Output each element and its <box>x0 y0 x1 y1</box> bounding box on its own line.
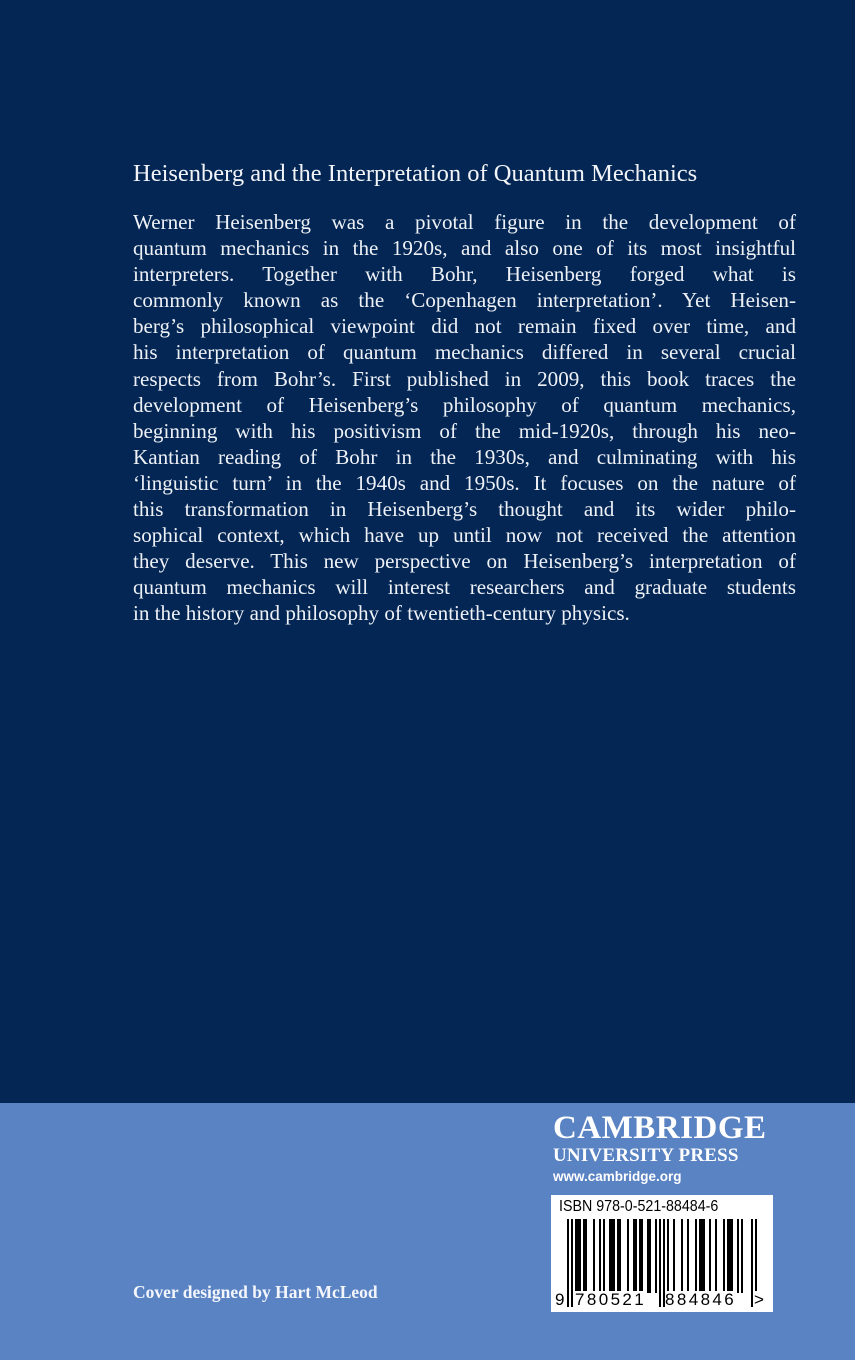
blurb-line: Werner Heisenberg was a pivotal figure in the development of <box>133 210 796 234</box>
barcode-bar <box>585 1219 587 1293</box>
barcode-bar <box>639 1219 641 1293</box>
barcode-bar <box>667 1219 669 1293</box>
barcode-bar <box>695 1219 697 1293</box>
barcode-bar <box>609 1219 611 1293</box>
barcode-bar <box>611 1219 613 1293</box>
barcode-bar <box>617 1219 619 1293</box>
blurb-line: this transformation in Heisenberg’s thought and its wider philo- <box>133 497 796 522</box>
barcode-bar <box>727 1219 729 1293</box>
barcode-bar <box>641 1219 643 1293</box>
cover-credit: Cover designed by Hart McLeod <box>133 1282 378 1302</box>
ean-right-digits: 884846 <box>665 1290 737 1309</box>
barcode-bar <box>583 1219 585 1293</box>
barcode-bar <box>635 1219 637 1293</box>
barcode-bar <box>681 1219 683 1293</box>
barcode-bar <box>687 1219 689 1293</box>
barcode-bar <box>659 1219 661 1307</box>
barcode-bar <box>737 1219 739 1293</box>
barcode-bar <box>701 1219 703 1293</box>
barcode-bar <box>593 1219 595 1293</box>
blurb-line: development of Heisenberg’s philosophy of quantum mechanics, <box>133 392 796 417</box>
barcode-bar <box>647 1219 649 1293</box>
blurb-line: quantum mechanics in the 1920s, and also one of its most insightful <box>133 236 796 261</box>
barcode-bar <box>699 1219 701 1293</box>
barcode-bar <box>731 1219 733 1293</box>
barcode-bar <box>603 1219 605 1293</box>
blurb-line: respects from Bohr’s. First published in 2009, this book traces the <box>133 366 796 391</box>
barcode-bar <box>703 1219 705 1293</box>
barcode-bar <box>599 1219 601 1293</box>
barcode-bar <box>571 1219 573 1307</box>
barcode-bar <box>751 1219 753 1307</box>
barcode-bar <box>567 1219 569 1307</box>
barcode-bar <box>715 1219 717 1293</box>
blurb-line: his interpretation of quantum mechanics differed in several crucial <box>133 340 796 365</box>
blurb-line: berg’s philosophical viewpoint did not remain fixed over time, and <box>133 314 796 339</box>
ean-arrow: > <box>754 1290 764 1309</box>
blurb-line: quantum mechanics will interest researchers and graduate students <box>133 575 796 600</box>
blurb-line: Kantian reading of Bohr in the 1930s, and culminating with his <box>133 444 796 469</box>
barcode-bar <box>655 1219 657 1293</box>
publisher-logo <box>553 1110 775 1186</box>
barcode-bar <box>741 1219 743 1293</box>
isbn-label: ISBN 978-0-521-88484-6 <box>559 1198 719 1215</box>
barcode-bar <box>577 1219 579 1293</box>
barcode-bar <box>575 1219 577 1293</box>
blurb-line: sophical context, which have up until now not received the attention <box>133 523 796 548</box>
barcode-panel <box>551 1195 773 1312</box>
blurb-line: in the history and philosophy of twentieth-century physics. <box>133 601 630 626</box>
barcode-bar <box>619 1219 621 1293</box>
blurb-line: interpreters. Together with Bohr, Heisenberg forged what is <box>133 262 796 287</box>
barcode-bar <box>673 1219 675 1293</box>
ean-left-digits: 780521 <box>575 1290 647 1309</box>
book-blurb <box>133 209 796 627</box>
barcode-bar <box>709 1219 711 1293</box>
book-title: Heisenberg and the Interpretation of Quantum Mechanics <box>133 160 698 187</box>
blurb-line: ‘linguistic turn’ in the 1940s and 1950s. It focuses on the nature of <box>133 470 796 495</box>
barcode-bar <box>633 1219 635 1293</box>
barcode-bar <box>627 1219 629 1293</box>
ean-first-digit: 9 <box>555 1290 565 1309</box>
barcode-bar <box>579 1219 581 1293</box>
barcode-bar <box>729 1219 731 1293</box>
publisher-subtitle: UNIVERSITY PRESS <box>553 1145 739 1166</box>
blurb-line: commonly known as the ‘Copenhagen interpretation’. Yet Heisen- <box>133 288 796 313</box>
publisher-name: CAMBRIDGE <box>553 1110 767 1146</box>
publisher-url: www.cambridge.org <box>553 1169 682 1184</box>
barcode-bar <box>649 1219 651 1293</box>
blurb-line: they deserve. This new perspective on Heisenberg’s interpretation of <box>133 549 796 574</box>
barcode-bar <box>723 1219 725 1293</box>
barcode-bar <box>613 1219 615 1293</box>
blurb-line: beginning with his positivism of the mid-1920s, through his neo- <box>133 418 796 443</box>
